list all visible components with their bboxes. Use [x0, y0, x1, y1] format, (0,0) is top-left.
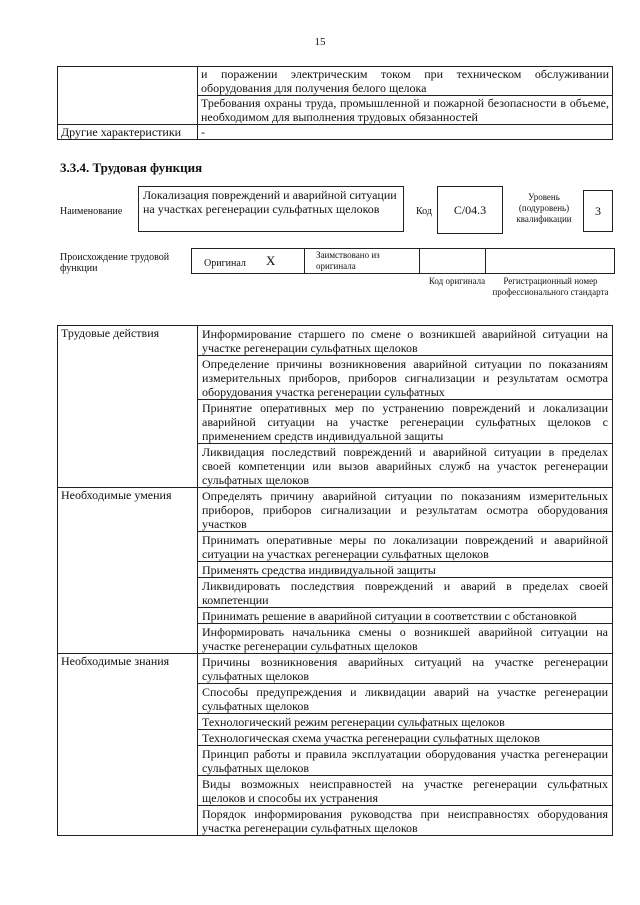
table-row [58, 488, 613, 532]
reg-number-caption: Регистрационный номер профессионального стандарта [492, 276, 609, 297]
level-label: Уровень (подуровень) квалификации [516, 192, 572, 224]
table-cell: Информирование старшего по смене о возникшей аварийной ситуации на участке регенерации сульфатных щелоков [198, 326, 613, 356]
name-label: Наименование [60, 206, 123, 217]
table-cell: Определение причины возникновения аварийной ситуации по показаниям измерительных приборов, приборов сигнализации и результатам осмотра оборудования участка регенерации сульфатных [198, 356, 613, 400]
origin-divider [485, 249, 486, 273]
row-item: - [198, 125, 613, 140]
code-original-caption: Код оригинала [428, 276, 486, 286]
table-cell: Принимать оперативные меры по локализации повреждений и аварийной ситуации на участках регенерации сульфатных щелоков [198, 532, 613, 562]
table-cell: Способы предупреждения и ликвидации аварий на участке регенерации сульфатных щелоков [198, 684, 613, 714]
origin-divider [304, 249, 305, 273]
table-cell: Причины возникновения аварийных ситуаций на участке регенерации сульфатных щелоков [198, 654, 613, 684]
table-row [58, 654, 613, 684]
code-label: Код [416, 206, 432, 217]
table-row [58, 326, 613, 356]
function-details-table [57, 325, 613, 836]
table-cell: Принятие оперативных мер по устранению повреждений и локализации аварийной ситуации на участке регенерации сульфатных щелоков с применением средств индивидуальной защиты [198, 400, 613, 444]
table-cell: Принцип работы и правила эксплуатации оборудования участка регенерации сульфатных щелоков [198, 746, 613, 776]
table-cell: Определять причину аварийной ситуации по показаниям измерительных приборов, приборов сигнализации и результатам осмотра оборудования участков [198, 488, 613, 532]
table-cell: Технологическая схема участка регенерации сульфатных щелоков [198, 730, 613, 746]
origin-divider [419, 249, 420, 273]
function-code: С/04.3 [437, 186, 503, 234]
table-cell: Принимать решение в аварийной ситуации в соответствии с обстановкой [198, 608, 613, 624]
original-mark: X [266, 253, 276, 268]
table-cell: Ликвидация последствий повреждений и аварийной ситуации в пределах своей компетенции или вызов аварийных служб на участок регенерации сульфатных щелоков [198, 444, 613, 488]
page-number: 15 [314, 36, 326, 48]
original-label: Оригинал [204, 258, 246, 269]
row-label: Другие характеристики [58, 125, 198, 140]
function-name: Локализация повреждений и аварийной ситуации на участках регенерации сульфатных щелоков [138, 186, 404, 232]
section-title: 3.3.4. Трудовая функция [60, 160, 203, 175]
top-continuation-table [57, 66, 613, 140]
group-label: Необходимые умения [58, 488, 198, 654]
row-item: Требования охраны труда, промышленной и пожарной безопасности в объеме, необходимом для выполнения трудовых обязанностей [198, 96, 613, 125]
group-label: Трудовые действия [58, 326, 198, 488]
table-row [58, 67, 613, 96]
table-cell: Ликвидировать последствия повреждений и аварий в пределах своей компетенции [198, 578, 613, 608]
table-cell: Применять средства индивидуальной защиты [198, 562, 613, 578]
table-cell: Виды возможных неисправностей на участке регенерации сульфатных щелоков и способы их устранения [198, 776, 613, 806]
group-label: Необходимые знания [58, 654, 198, 836]
table-cell: Информировать начальника смены о возникшей аварийной ситуации на участке регенерации сульфатных щелоков [198, 624, 613, 654]
origin-label: Происхождение трудовой функции [60, 252, 170, 274]
table-row [58, 125, 613, 140]
row-item: и поражении электрическим током при техническом обслуживании оборудования для получения белого щелока [198, 67, 613, 96]
borrowed-label: Заимствовано из оригинала [316, 250, 380, 271]
qualification-level: 3 [583, 190, 613, 232]
table-cell: Порядок информирования руководства при неисправностях оборудования участка регенерации сульфатных щелоков [198, 806, 613, 836]
row-label [58, 67, 198, 125]
table-cell: Технологический режим регенерации сульфатных щелоков [198, 714, 613, 730]
